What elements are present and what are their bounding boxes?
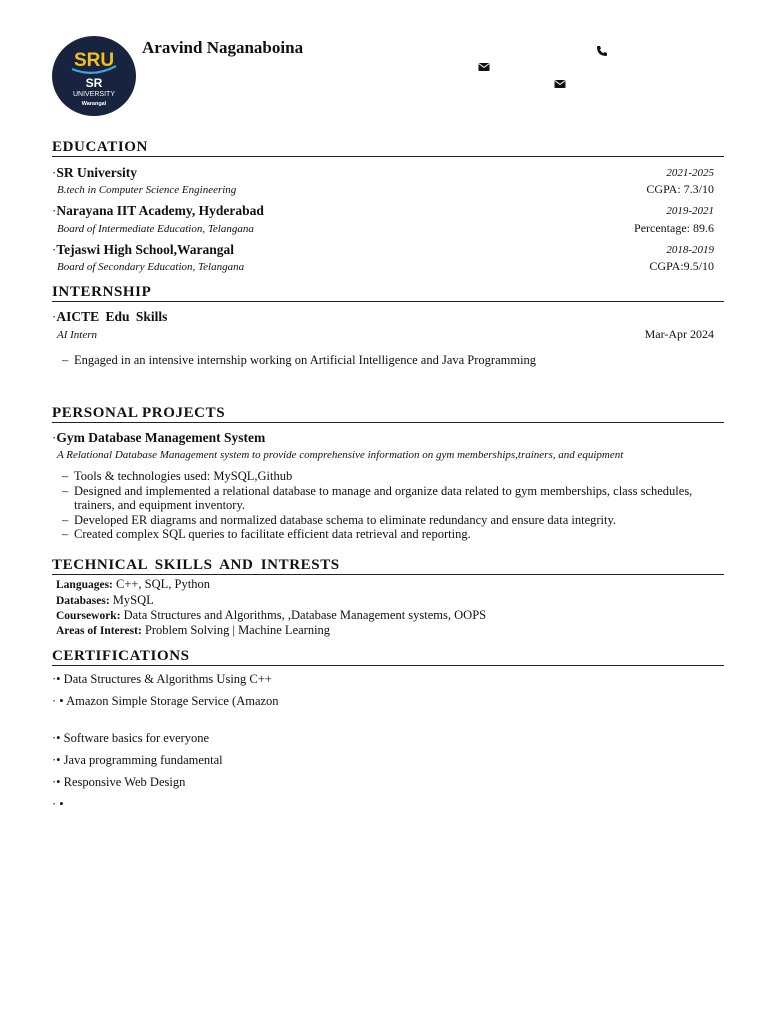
education-date: 2019-2021 [666, 205, 714, 217]
university-logo [52, 36, 136, 116]
project-bullets [62, 469, 712, 542]
list-item: – Engaged in an intensive internship working on Artificial Intelligence and Java Programming [62, 353, 537, 367]
logo-text-university: UNIVERSITY [72, 91, 116, 98]
internship-org: AICTE Edu Skills [56, 309, 168, 324]
education-item: ·Narayana IIT Academy, Hyderabad 2019-2021 [52, 203, 714, 218]
education-item: ·SR University 2021-2025 [52, 165, 714, 180]
education-score: CGPA:9.5/10 [649, 259, 714, 273]
certification-item: ·• Java programming fundamental [52, 753, 223, 767]
logo-text-warangal: Warangal [81, 101, 107, 107]
education-institution: Narayana IIT Academy, Hyderabad [56, 203, 264, 218]
section-heading-projects: PERSONAL PROJECTS [52, 405, 724, 423]
section-heading-certifications: CERTIFICATIONS [52, 648, 724, 666]
education-degree-row [57, 259, 714, 274]
logo-text-sru: SRU [73, 50, 115, 71]
project-description-row [57, 447, 714, 462]
envelope-icon[interactable] [554, 79, 566, 89]
education-degree: B.tech in Computer Science Engineering [57, 184, 237, 196]
phone-icon[interactable] [596, 45, 608, 57]
section-heading-education: EDUCATION [52, 139, 724, 157]
education-degree-row [57, 182, 714, 197]
education-score: Percentage: 89.6 [634, 221, 714, 235]
skill-row: Databases: MySQL [56, 593, 154, 607]
education-institution: Tejaswi High School,Warangal [56, 242, 234, 257]
internship-bullets [62, 353, 712, 368]
education-item: ·Tejaswi High School,Warangal 2018-2019 [52, 242, 714, 257]
education-institution: SR University [56, 165, 137, 180]
skill-row: Coursework: Data Structures and Algorithms, ,Database Management systems, OOPS [56, 608, 487, 622]
certification-item: ·• Data Structures & Algorithms Using C++ [52, 672, 272, 686]
certification-item: · • Amazon Simple Storage Service (Amazon [52, 694, 279, 708]
certification-item: · • [52, 797, 64, 811]
section-heading-skills: TECHNICAL SKILLS AND INTRESTS [52, 557, 724, 575]
education-degree: Board of Intermediate Education, Telangana [57, 223, 254, 235]
certification-item: ·• Responsive Web Design [52, 775, 186, 789]
list-item: – Tools & technologies used: MySQL,Github [62, 469, 293, 483]
list-item: – Designed and implemented a relational database to manage and organize data related to gym memberships, class schedules, trainers, and equipment inventory. [62, 483, 693, 512]
project-title: Gym Database Management System [56, 430, 266, 445]
logo-text-sr: SR [85, 76, 103, 90]
internship-date: Mar-Apr 2024 [644, 327, 714, 341]
education-date: 2021-2025 [666, 167, 714, 179]
skill-row: Areas of Interest: Problem Solving | Machine Learning [56, 623, 331, 637]
internship-item: ·AICTE Edu Skills [52, 309, 168, 324]
education-degree-row [57, 221, 714, 236]
internship-role-row [57, 327, 714, 342]
project-item: ·Gym Database Management System [52, 430, 266, 445]
project-description: A Relational Database Management system to provide comprehensive information on gym memberships,trainers, and equipment [57, 449, 624, 461]
skill-row: Languages: C++, SQL, Python [56, 577, 210, 591]
education-date: 2018-2019 [666, 244, 714, 256]
envelope-icon[interactable] [478, 62, 490, 72]
list-item: – Created complex SQL queries to facilitate efficient data retrieval and reporting. [62, 527, 471, 541]
certification-item: ·• Software basics for everyone [52, 731, 210, 745]
candidate-name: Aravind Naganaboina [142, 38, 304, 57]
education-degree: Board of Secondary Education, Telangana [57, 261, 245, 273]
internship-role: AI Intern [57, 329, 98, 341]
list-item: – Developed ER diagrams and normalized database schema to eliminate redundancy and ensure data integrity. [62, 512, 617, 527]
education-score: CGPA: 7.3/10 [646, 182, 714, 196]
section-heading-internship: INTERNSHIP [52, 284, 724, 302]
